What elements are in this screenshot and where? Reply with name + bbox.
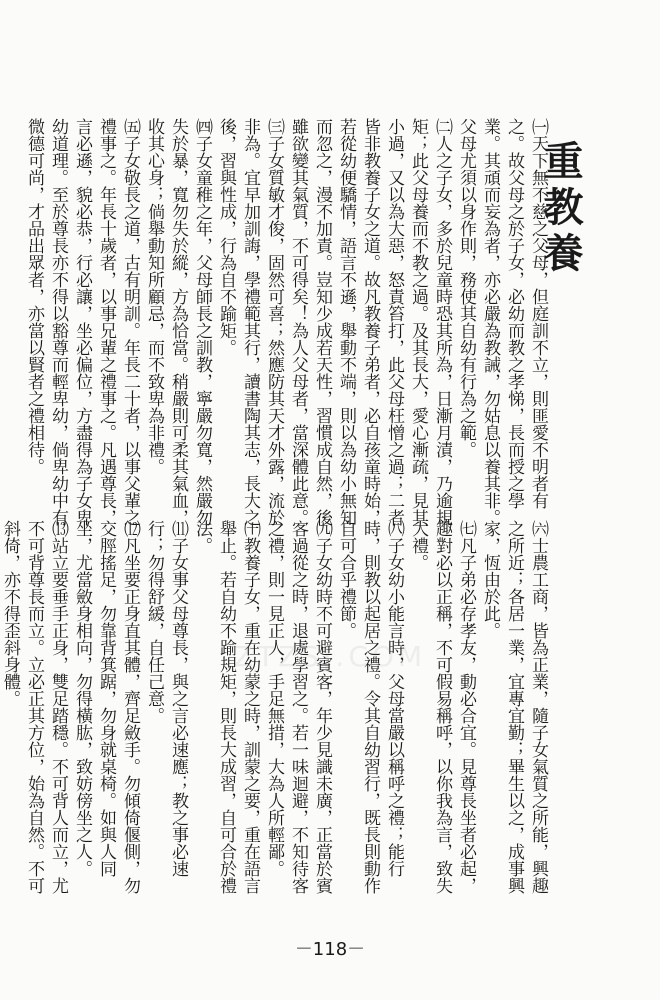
paragraph-3: ㈢子女質敏才俊，固然可喜；然應防其天才外露，流於非為。宜早加訓誨，學禮範其行，讀書陶其志，長大之後，習與性成，行為自不踰矩。 — [216, 118, 284, 526]
paragraph-5: ㈤子女敬長之道，古有明訓。年長二十者，以事父輩之禮事之。年長十歲者，以事兄輩之禮事之。凡遇尊長，言必遜，貌必恭，行必讓，坐必偏位，方盡得為子女卑幼道理。至於尊長亦不得以豁尊而輕卑幼，倘卑幼中有微德可尚，才品出眾者，亦當以賢者之禮相待。 — [24, 118, 140, 526]
paragraph-9: ㈨子女幼時不可避賓客，年少見識未廣，正當於賓客過從之時，退處學習之。若一味迴避，不知待客之禮，則一見正人，手足無措，大為人所輕鄙。 — [264, 520, 332, 894]
paragraph-11: ⑾子女事父母尊長，與之言必速應；教之事必速行；勿得舒緩，自任己意。 — [144, 520, 188, 877]
watermark: ZTZSJ.COM — [233, 640, 427, 673]
paragraph-8: ㈧子女幼小能言時，父母當嚴以稱呼之禮；能行時，則教以起居之禮。令其自幼習行，既長則動作自可合乎禮節。 — [336, 520, 404, 894]
paragraph-4: ㈣子女童稚之年，父母師長之訓教，寧嚴勿寬，然嚴勿失於暴，寬勿失於縱，方為恰當。稍嚴則可柔其氣血，收其心身；倘舉動知所顧忌，而不致卑為非禮。 — [144, 118, 212, 526]
paragraph-7: ㈦凡子弟必存孝友，動必合宜。見尊長坐者必起，趣對必以正稱，不可假易稱呼，以你我為言，致失大禮。 — [408, 520, 476, 894]
paragraph-6: ㈥士農工商，皆為正業，隨子女氣質之所能，興趣之所近；各居一業，宜專宜勤；畢生以之，成事興家，恆由於此。 — [480, 520, 548, 894]
paragraph-1: ㈠天下無不慈之父母，但庭訓不立，則匪愛不明者有之。故父母之於子女，必幼而教之孝悌，長而授之學業。其頑而妄為者，亦必嚴為教誡，勿姑息以養其非。父母尤須以身作則，務使其自幼有行為之範。 — [456, 118, 548, 526]
page-title: 重教養 — [537, 140, 584, 278]
paragraph-10: ㈩教養子女，重在幼蒙之時，訓蒙之要，重在語言舉止。若自幼不踰規矩，則長大成習，自可合於禮法。 — [192, 520, 260, 894]
page-number: －118－ — [294, 939, 366, 960]
paragraph-12: ⑿凡坐要正身直其體，齊足斂手。勿傾倚偃側，勿交脛搖足，勿靠背箕踞，勿身就桌椅。如與人同坐，尤當斂身相向，勿得橫肱，致妨傍坐之人。 — [72, 520, 140, 894]
lower-text-block — [0, 520, 550, 900]
upper-text-block — [24, 118, 550, 528]
paragraph-2: ㈡人之子女，多於兒童時恐其所為，日漸月漬，乃逾規矩；此父母養而不教之過。及其長大，愛心漸疏，見其小過，又以為大惡，怒責笞打，此父母枉憎之過；二者皆非教養子女之道。故凡教養子弟者，必自孩童時始，若從幼便驕情，語言不遜，舉動不端，則以為幼小無知而忽之，漫不加責。豈知少成若天性，習慣成自然，後雖欲變其氣質，不可得矣！為人父母者，當深體此意。 — [288, 118, 452, 526]
paragraph-13: ⒀站立要垂手正身，雙足踏穩。不可背人而立，尤不可背尊長而立。立必正其方位，始為自然。不可斜倚，亦不得歪斜身體。 — [0, 520, 68, 894]
